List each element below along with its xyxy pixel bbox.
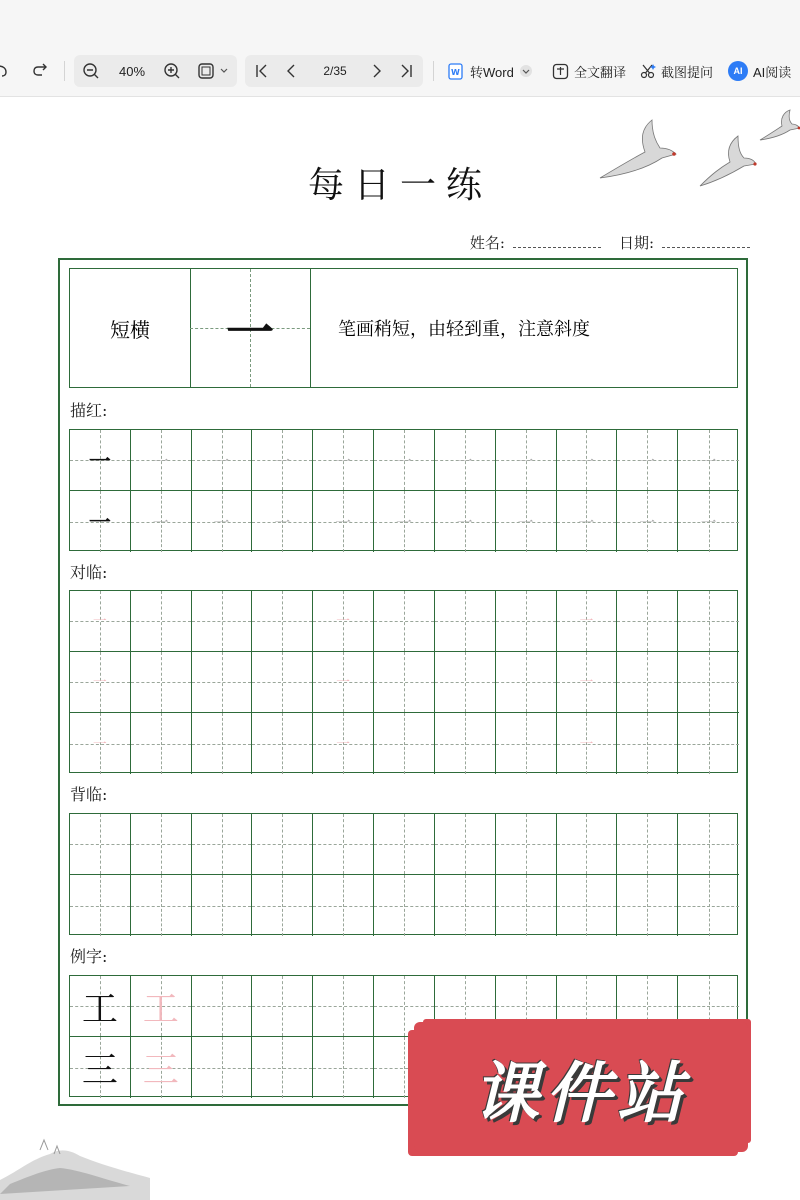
tianzige-cell (496, 652, 557, 713)
tianzige-cell (374, 814, 435, 875)
tianzige-cell (374, 430, 435, 491)
tianzige-cell (313, 1037, 374, 1098)
guide-line (222, 875, 223, 936)
window-top-strip (0, 0, 800, 46)
tianzige-cell (617, 875, 678, 936)
practice-glyph: 一 (335, 513, 352, 532)
section-label-recall: 背临: (70, 785, 108, 804)
zoom-out-icon[interactable] (82, 62, 100, 80)
guide-line (222, 1037, 223, 1098)
practice-glyph: 一 (517, 513, 534, 532)
chevron-down-icon (519, 64, 533, 78)
tianzige-cell (374, 591, 435, 652)
name-field (513, 235, 601, 248)
tianzige-cell (131, 976, 192, 1037)
tianzige-cell (617, 814, 678, 875)
tianzige-cell (374, 491, 435, 552)
date-label: 日期: (618, 234, 654, 252)
guide-line (465, 875, 466, 936)
practice-glyph: 三 (142, 1050, 179, 1091)
tianzige-cell (313, 713, 374, 774)
toolbar-separator (64, 61, 65, 81)
guide-line (465, 652, 466, 712)
tianzige-cell (435, 591, 496, 652)
tianzige-cell (252, 491, 313, 552)
chevron-down-icon[interactable] (219, 66, 229, 76)
practice-glyph: 一 (578, 451, 595, 471)
guide-line (647, 814, 648, 874)
tianzige-cell (252, 814, 313, 875)
tianzige-cell (313, 430, 374, 491)
guide-line (526, 591, 527, 651)
zoom-level[interactable]: 40% (118, 63, 146, 79)
section-label-copy: 对临: (70, 563, 108, 582)
guide-line (343, 814, 344, 874)
tianzige-cell (557, 491, 618, 552)
tianzige-cell (313, 875, 374, 936)
watermark-stamp (414, 1022, 748, 1152)
name-label: 姓名: (469, 234, 505, 252)
tianzige-cell (496, 814, 557, 875)
tianzige-cell (496, 430, 557, 491)
translate-icon (552, 63, 569, 80)
practice-glyph: 工 (81, 988, 118, 1030)
practice-glyph: 一 (700, 513, 717, 532)
section-label-trace: 描红: (70, 401, 108, 420)
practice-glyph: 三 (81, 1050, 118, 1091)
tianzige-cell (617, 713, 678, 774)
tianzige-cell (192, 1037, 253, 1098)
tianzige-cell (678, 652, 739, 713)
tianzige-cell (70, 875, 131, 936)
tianzige-cell (70, 652, 131, 713)
tianzige-cell (678, 814, 739, 875)
tianzige-cell (70, 1037, 131, 1098)
guide-line (222, 591, 223, 651)
tianzige-cell (435, 491, 496, 552)
mountain-illustration (0, 1120, 150, 1200)
guide-line (222, 652, 223, 712)
practice-glyph: 工 (142, 988, 179, 1030)
zoom-in-icon[interactable] (163, 62, 181, 80)
to-word-button[interactable] (447, 56, 533, 86)
guide-line (282, 652, 283, 712)
guide-line (161, 814, 162, 874)
name-date-line (470, 232, 750, 253)
practice-glyph: 一 (395, 513, 412, 532)
ai-icon: AI (728, 61, 748, 81)
tianzige-cell (496, 491, 557, 552)
practice-glyph: 一 (92, 736, 107, 753)
practice-glyph: 一 (213, 451, 230, 471)
guide-line (343, 976, 344, 1036)
tianzige-cell (678, 491, 739, 552)
tianzige-cell (70, 814, 131, 875)
guide-line (404, 652, 405, 712)
practice-glyph: 一 (92, 614, 107, 630)
guide-line (465, 814, 466, 874)
redo-icon[interactable] (32, 61, 50, 79)
stroke-name: 短横 (110, 317, 150, 342)
section-label-examples: 例字: (70, 947, 108, 966)
tianzige-cell (678, 591, 739, 652)
practice-glyph: 一 (579, 614, 594, 630)
guide-line (526, 713, 527, 774)
practice-glyph: 一 (700, 451, 717, 471)
stroke-tip: 笔画稍短，由轻到重，注意斜度 (338, 319, 590, 340)
practice-glyph: 一 (639, 451, 656, 471)
prev-page-icon[interactable] (284, 62, 298, 80)
guide-line (404, 1037, 405, 1098)
tianzige-cell (70, 491, 131, 552)
tianzige-cell (252, 430, 313, 491)
full-translate-label: 全文翻译 (574, 64, 627, 80)
tianzige-cell (131, 713, 192, 774)
tianzige-cell (252, 591, 313, 652)
tianzige-cell (678, 430, 739, 491)
guide-line (709, 814, 710, 874)
next-page-icon[interactable] (370, 62, 384, 80)
practice-glyph: 一 (336, 675, 351, 691)
guide-line (586, 814, 587, 874)
tianzige-cell (192, 875, 253, 936)
tianzige-cell (617, 652, 678, 713)
tianzige-cell (374, 875, 435, 936)
guide-line (404, 976, 405, 1036)
tianzige-cell (192, 814, 253, 875)
guide-line (161, 591, 162, 651)
guide-line (647, 652, 648, 712)
tianzige-cell (252, 1037, 313, 1098)
practice-glyph: 一 (336, 736, 351, 753)
tianzige-cell (496, 713, 557, 774)
guide-line (647, 875, 648, 936)
guide-line (709, 591, 710, 651)
tianzige-cell (678, 875, 739, 936)
tianzige-cell (131, 814, 192, 875)
tianzige-cell (313, 976, 374, 1037)
practice-glyph: 一 (152, 513, 169, 532)
tianzige-cell (435, 713, 496, 774)
practice-glyph: 一 (152, 451, 169, 471)
tianzige-cell (313, 491, 374, 552)
guide-line (404, 875, 405, 936)
screenshot-ask-label: 截图提问 (661, 64, 714, 80)
stroke-sample: 一 (225, 304, 274, 361)
tianzige-cell (70, 591, 131, 652)
full-translate-button[interactable] (552, 56, 626, 86)
tianzige-cell (131, 591, 192, 652)
fit-page-icon[interactable] (197, 62, 215, 80)
tianzige-cell (678, 713, 739, 774)
guide-line (404, 713, 405, 774)
tianzige-cell (252, 976, 313, 1037)
practice-glyph: 一 (517, 451, 534, 471)
tianzige-cell (435, 814, 496, 875)
screenshot-icon (640, 63, 656, 79)
practice-glyph: 一 (579, 675, 594, 691)
practice-glyph: 一 (274, 513, 291, 532)
pdf-toolbar (0, 46, 800, 97)
toolbar-separator (433, 61, 434, 81)
tianzige-cell (192, 591, 253, 652)
to-word-label: 转Word (470, 64, 514, 80)
tianzige-cell (131, 875, 192, 936)
guide-line (343, 875, 344, 936)
tianzige-cell (252, 875, 313, 936)
tianzige-cell (131, 430, 192, 491)
tianzige-cell (496, 591, 557, 652)
guide-line (404, 591, 405, 651)
practice-glyph: 一 (456, 451, 473, 471)
guide-line (161, 652, 162, 712)
guide-line (282, 814, 283, 874)
practice-glyph: 一 (578, 513, 595, 532)
guide-line (526, 652, 527, 712)
guide-line (282, 1037, 283, 1098)
tianzige-cell (374, 713, 435, 774)
guide-line (526, 875, 527, 936)
tianzige-cell (617, 491, 678, 552)
tianzige-cell (131, 1037, 192, 1098)
tianzige-cell (496, 875, 557, 936)
guide-line (282, 591, 283, 651)
guide-line (709, 713, 710, 774)
last-page-icon[interactable] (398, 62, 414, 80)
first-page-icon[interactable] (254, 62, 270, 80)
tianzige-cell (435, 430, 496, 491)
svg-text:W: W (451, 68, 460, 77)
practice-glyph: 一 (579, 736, 594, 753)
tianzige-cell (192, 976, 253, 1037)
tianzige-cell (557, 430, 618, 491)
practice-glyph: 一 (88, 448, 111, 475)
tianzige-cell (617, 430, 678, 491)
tianzige-cell (313, 591, 374, 652)
guide-line (647, 713, 648, 774)
tianzige-cell (70, 430, 131, 491)
watermark-text: 课件站 (473, 1054, 689, 1132)
word-icon (447, 62, 465, 80)
tianzige-cell (374, 652, 435, 713)
screenshot-ask-button[interactable] (640, 56, 713, 86)
page-number[interactable]: 2/35 (323, 64, 347, 78)
tianzige-cell (313, 652, 374, 713)
guide-line (282, 976, 283, 1036)
tianzige-cell (252, 713, 313, 774)
copy-grid (69, 590, 738, 773)
trace-grid (69, 429, 738, 551)
practice-glyph: 一 (456, 513, 473, 532)
guide-line (343, 1037, 344, 1098)
ai-read-label: AI阅读 (753, 64, 792, 80)
tianzige-cell (557, 591, 618, 652)
practice-glyph: 一 (395, 451, 412, 471)
tianzige-cell (435, 652, 496, 713)
guide-line (465, 591, 466, 651)
tianzige-cell (192, 491, 253, 552)
practice-glyph: 一 (213, 513, 230, 532)
ai-read-button[interactable] (728, 56, 791, 86)
guide-line (282, 875, 283, 936)
guide-line (709, 875, 710, 936)
tianzige-cell (557, 814, 618, 875)
tianzige-cell (557, 652, 618, 713)
practice-glyph: 一 (336, 614, 351, 630)
tianzige-cell (192, 430, 253, 491)
guide-line (161, 713, 162, 774)
guide-line (586, 875, 587, 936)
sheet-title: 每日一练 (307, 165, 492, 206)
guide-line (404, 814, 405, 874)
tianzige-cell (313, 814, 374, 875)
guide-line (100, 814, 101, 874)
recall-grid (69, 813, 738, 935)
tianzige-cell (131, 652, 192, 713)
guide-line (222, 976, 223, 1036)
tianzige-cell (252, 652, 313, 713)
tianzige-cell (131, 491, 192, 552)
guide-line (222, 814, 223, 874)
guide-line (709, 652, 710, 712)
guide-line (222, 713, 223, 774)
guide-line (100, 875, 101, 936)
tianzige-cell (557, 713, 618, 774)
guide-line (465, 713, 466, 774)
tianzige-cell (192, 713, 253, 774)
practice-glyph: 一 (88, 510, 111, 536)
practice-glyph: 一 (335, 451, 352, 471)
stroke-intro-box (69, 268, 738, 388)
guide-line (161, 875, 162, 936)
guide-line (282, 713, 283, 774)
tianzige-cell (557, 875, 618, 936)
date-field (662, 235, 750, 248)
guide-line (526, 814, 527, 874)
undo-icon[interactable] (0, 61, 8, 79)
practice-glyph: 一 (92, 675, 107, 691)
tianzige-cell (70, 976, 131, 1037)
tianzige-cell (192, 652, 253, 713)
tianzige-cell (617, 591, 678, 652)
practice-glyph: 一 (274, 451, 291, 471)
tianzige-cell (435, 875, 496, 936)
tianzige-cell (70, 713, 131, 774)
guide-line (647, 591, 648, 651)
practice-glyph: 一 (639, 513, 656, 532)
